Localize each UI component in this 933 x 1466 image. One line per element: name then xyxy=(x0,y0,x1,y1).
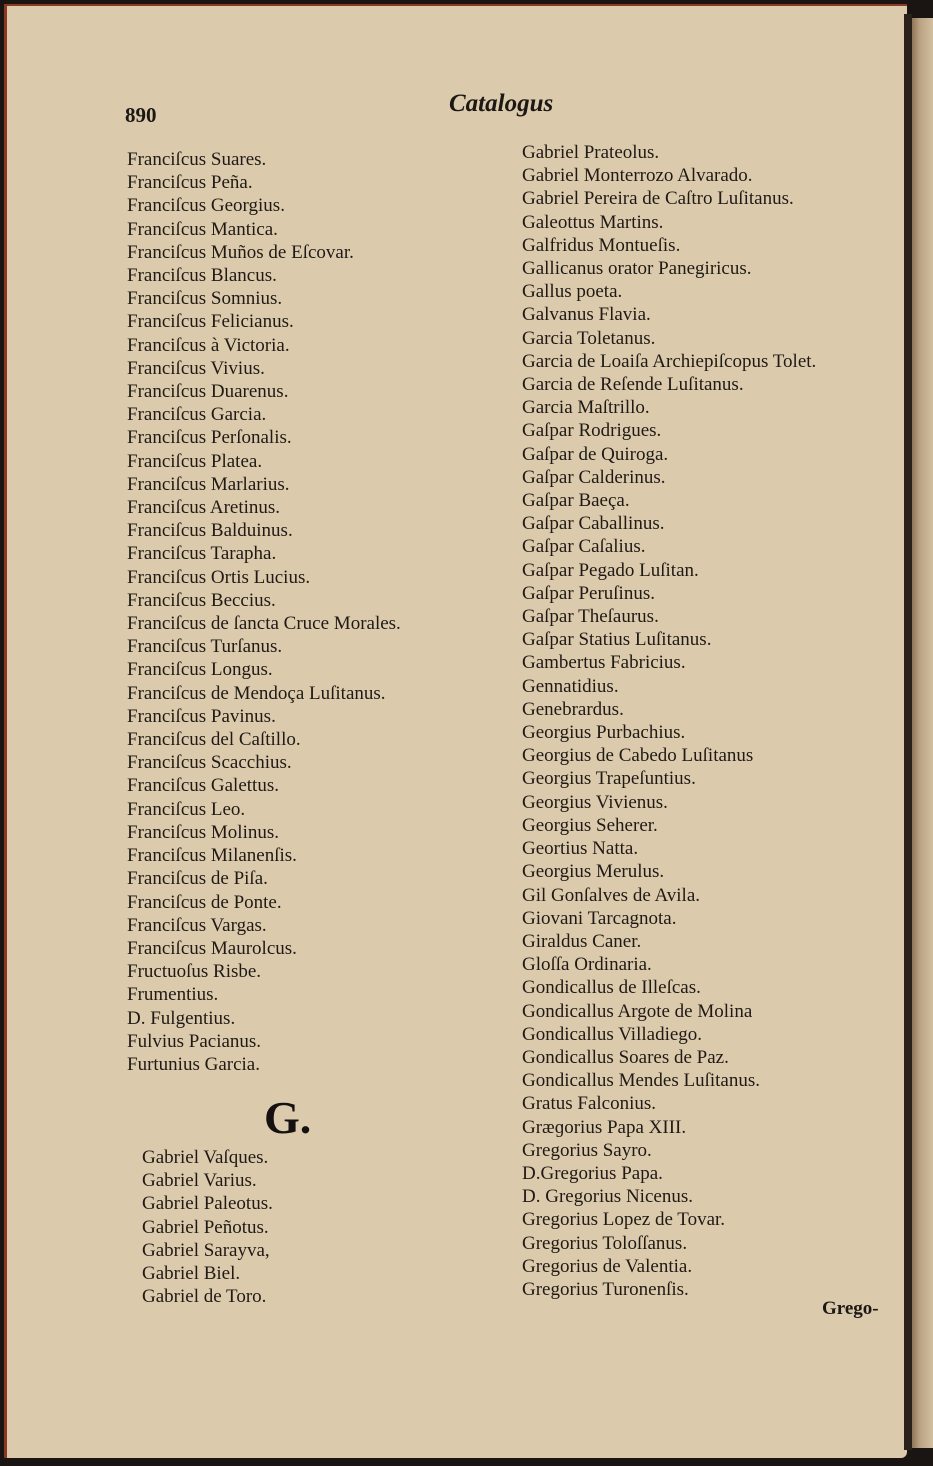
catalog-entry: Franciſcus Vivius. xyxy=(127,357,265,379)
catalog-entry: Gabriel Monterrozo Alvarado. xyxy=(522,165,753,187)
catalog-entry: D. Fulgentius. xyxy=(127,1007,236,1029)
catalog-entry: Gaſpar de Quiroga. xyxy=(522,443,669,465)
catalog-entry: Gregorius Toloſſanus. xyxy=(522,1232,688,1254)
catalog-entry: Gondicallus Villadiego. xyxy=(522,1023,703,1045)
catalog-entry: Franciſcus Aretinus. xyxy=(127,497,281,519)
facing-page-edge xyxy=(912,18,933,1448)
catalog-entry: Garcia de Loaiſa Archiepiſcopus Tolet. xyxy=(522,350,817,372)
catalog-entry: Franciſcus Duarenus. xyxy=(127,381,289,403)
catalog-entry: Fulvius Pacianus. xyxy=(127,1030,262,1052)
catalog-entry: Georgius de Cabedo Luſitanus xyxy=(522,745,754,767)
catalog-entry: Franciſcus Milanenſis. xyxy=(127,845,297,867)
catalog-entry: Frumentius. xyxy=(127,984,219,1006)
catalog-entry: Georgius Seherer. xyxy=(522,814,658,836)
book-gutter xyxy=(904,14,912,1450)
catalog-entry: Franciſcus Perſonalis. xyxy=(127,427,292,449)
catalog-entry: Gabriel de Toro. xyxy=(142,1286,267,1308)
catalog-entry: Franciſcus Muños de Eſcovar. xyxy=(127,241,354,263)
catalog-entry: Franciſcus Felicianus. xyxy=(127,311,294,333)
catalog-entry: Franciſcus Vargas. xyxy=(127,914,267,936)
catalog-entry: Franciſcus à Victoria. xyxy=(127,334,290,356)
catalog-entry: Gabriel Prateolus. xyxy=(522,142,660,163)
catalog-entry: Franciſcus Scacchius. xyxy=(127,752,292,774)
catalog-entry: Franciſcus del Caſtillo. xyxy=(127,729,301,751)
catalog-entry: Galeottus Martins. xyxy=(522,211,664,233)
catalog-entry: Franciſcus Pavinus. xyxy=(127,705,276,727)
catalog-entry: Geortius Natta. xyxy=(522,838,639,860)
catalog-entry: Gil Gonſalves de Avila. xyxy=(522,884,701,906)
catalog-entry: Gallicanus orator Panegiricus. xyxy=(522,258,752,280)
catalog-entry: Furtunius Garcia. xyxy=(127,1053,260,1075)
catalog-entry: Franciſcus Balduinus. xyxy=(127,520,293,542)
catalog-entry: Franciſcus Leo. xyxy=(127,798,246,820)
catalog-entry: Georgius Purbachius. xyxy=(522,722,686,744)
catalog-entry: Gabriel Sarayva, xyxy=(142,1239,270,1261)
left-column xyxy=(127,148,401,1076)
catalog-entry: Franciſcus Tarapha. xyxy=(127,543,277,565)
catalog-entry: Franciſcus Peña. xyxy=(127,172,253,194)
catalog-entry: Gratus Falconius. xyxy=(522,1093,657,1115)
catalog-entry: Gallus poeta. xyxy=(522,281,623,303)
catalog-entry: Gennatidius. xyxy=(522,675,619,697)
catalog-entry: Giraldus Caner. xyxy=(522,930,642,952)
catalog-entry: Gabriel Biel. xyxy=(142,1263,241,1285)
catalog-entry: Franciſcus Galettus. xyxy=(127,775,279,797)
catalog-entry: Franciſcus Blancus. xyxy=(127,265,277,287)
running-head: Catalogus xyxy=(449,90,554,117)
catalog-entry: Gabriel Paleotus. xyxy=(142,1193,273,1215)
catalog-entry: Franciſcus Ortis Lucius. xyxy=(127,566,311,588)
catalog-entry: Georgius Merulus. xyxy=(522,861,665,883)
catalog-entry: Franciſcus Molinus. xyxy=(127,821,279,843)
catalog-entry: Gregorius Lopez de Tovar. xyxy=(522,1209,726,1231)
catalog-entry: Gaſpar Statius Luſitanus. xyxy=(522,629,712,651)
catalog-entry: Græɡorius Papa XIII. xyxy=(522,1116,687,1138)
catalog-entry: Franciſcus de Mendoça Luſitanus. xyxy=(127,682,386,704)
catalog-entry: Gaſpar Pegado Luſitan. xyxy=(522,559,699,581)
catalog-entry: Franciſcus Somnius. xyxy=(127,288,283,310)
catalog-entry: Garcia de Reſende Luſitanus. xyxy=(522,374,744,396)
catalog-entry: Georgius Trapeſuntius. xyxy=(522,768,696,790)
catalog-entry: Garcia Maſtrillo. xyxy=(522,397,650,419)
catalog-entry: Gregorius de Valentia. xyxy=(522,1255,693,1277)
catalog-entry: Galvanus Flavia. xyxy=(522,304,651,326)
catalog-entry: Gondicallus Mendes Luſitanus. xyxy=(522,1070,760,1092)
catalog-entry: Galfridus Montueſis. xyxy=(522,234,681,256)
catalog-entry: Gabriel Varius. xyxy=(142,1170,257,1192)
catalog-entry: Gloſſa Ordinaria. xyxy=(522,954,652,976)
catalog-entry: Gaſpar Caballinus. xyxy=(522,513,665,535)
catalog-entry: Giovani Tarcagnota. xyxy=(522,907,677,929)
catalog-entry: Franciſcus Suares. xyxy=(127,149,267,170)
catalog-entry: Franciſcus Marlarius. xyxy=(127,473,290,495)
catalog-entry: Garcia Toletanus. xyxy=(522,327,656,349)
catalog-entry: Genebrardus. xyxy=(522,698,624,720)
left-column-g-section xyxy=(142,1146,273,1308)
catalog-entry: Franciſcus Maurolcus. xyxy=(127,937,297,959)
catalog-entry: Gondicallus de Illeſcas. xyxy=(522,977,701,999)
catalog-entry: Gabriel Peñotus. xyxy=(142,1216,269,1238)
catalog-entry: Franciſcus Longus. xyxy=(127,659,273,681)
catalog-entry: D.Gregorius Papa. xyxy=(522,1162,663,1184)
catalog-entry: Georgius Vivienus. xyxy=(522,791,668,813)
catalog-entry: Franciſcus de Piſa. xyxy=(127,868,268,890)
catalog-entry: Franciſcus Garcia. xyxy=(127,404,267,426)
catalog-entry: Franciſcus Georgius. xyxy=(127,195,285,217)
catalog-entry: Gabriel Pereira de Caſtro Luſitanus. xyxy=(522,188,794,210)
catalog-entry: Gondicallus Argote de Molina xyxy=(522,1000,753,1022)
catalog-entry: Franciſcus Beccius. xyxy=(127,589,276,611)
catalog-entry: Franciſcus de Ponte. xyxy=(127,891,282,913)
book-page xyxy=(4,4,907,1458)
catalog-entry: Gabriel Vaſques. xyxy=(142,1147,269,1168)
catalog-entry: Gaſpar Rodrigues. xyxy=(522,420,662,442)
catalog-entry: Gambertus Fabricius. xyxy=(522,652,686,674)
catalog-entry: Gregorius Turonenſis. xyxy=(522,1278,689,1300)
right-column xyxy=(522,141,816,1301)
catalog-entry: Gaſpar Caſalius. xyxy=(522,536,646,558)
catalog-entry: D. Gregorius Nicenus. xyxy=(522,1186,693,1208)
catalog-entry: Gondicallus Soares de Paz. xyxy=(522,1046,729,1068)
catalog-entry: Gaſpar Calderinus. xyxy=(522,466,666,488)
catalog-entry: Fructuoſus Risbe. xyxy=(127,961,262,983)
catalog-entry: Franciſcus Turſanus. xyxy=(127,636,283,658)
catalog-entry: Franciſcus Platea. xyxy=(127,450,263,472)
page-number: 890 xyxy=(125,103,157,127)
catalog-entry: Gaſpar Theſaurus. xyxy=(522,606,659,628)
catalog-entry: Gaſpar Peruſinus. xyxy=(522,582,655,604)
catalog-entry: Gaſpar Baeça. xyxy=(522,490,630,512)
catalog-entry: Gregorius Sayro. xyxy=(522,1139,652,1161)
section-letter: G. xyxy=(264,1092,312,1143)
catchword: Grego- xyxy=(822,1298,879,1319)
catalog-entry: Franciſcus Mantica. xyxy=(127,218,278,240)
catalog-entry: Franciſcus de ſancta Cruce Morales. xyxy=(127,613,401,635)
